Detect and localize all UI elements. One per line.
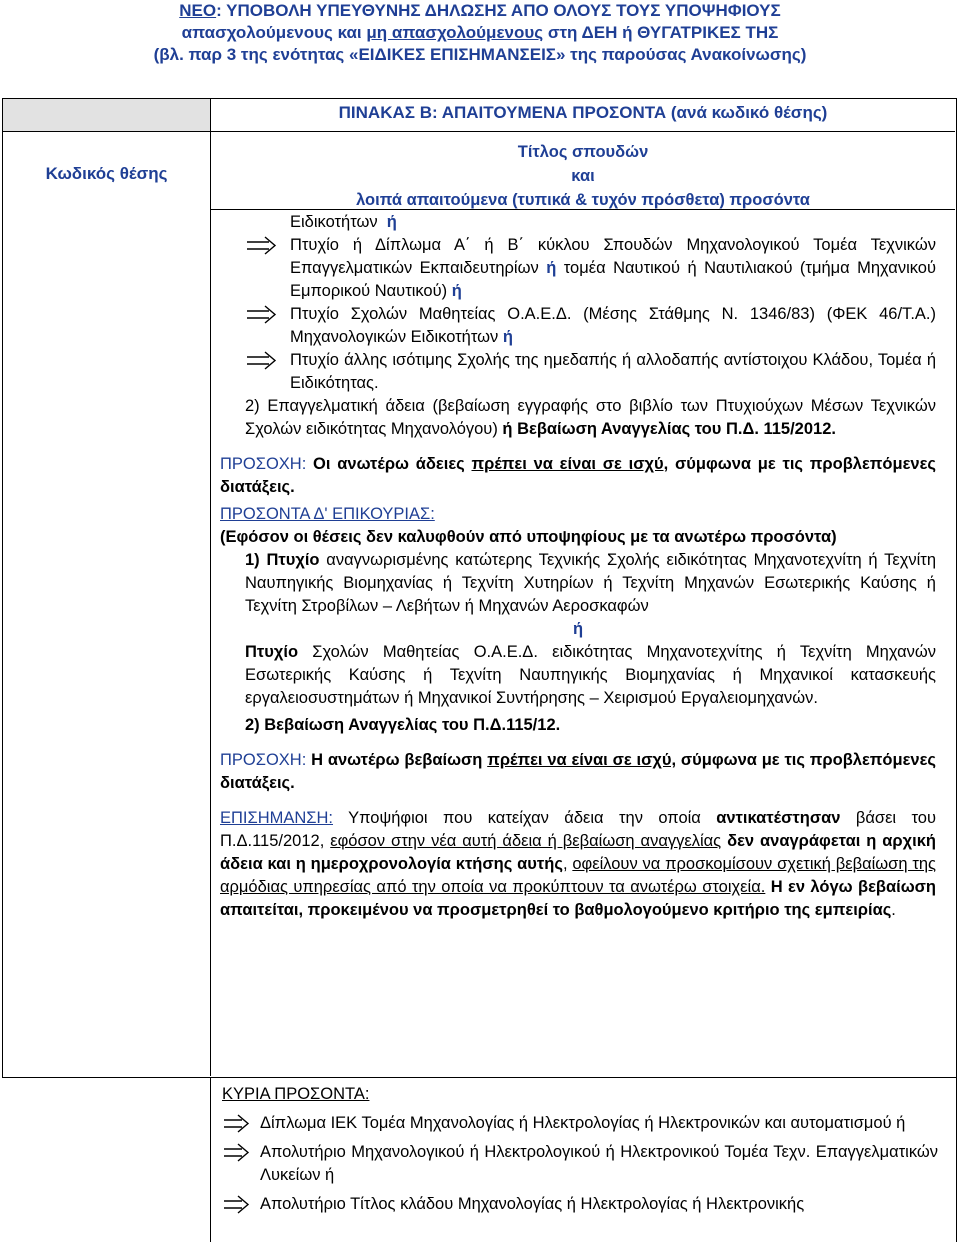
- note-text-g: ,: [562, 855, 573, 873]
- header-line-2b: μη απασχολούμενους: [366, 23, 544, 42]
- attention-text: Οι ανωτέρω άδειες: [306, 455, 472, 473]
- note-text-a: Υποψήφιοι που κατείχαν άδεια την οποία: [333, 809, 717, 827]
- note-text-d: ,: [319, 832, 331, 850]
- note-label: ΕΠΙΣΗΜΑΝΣΗ:: [220, 809, 333, 827]
- d-auxiliary-subtitle: (Εφόσον οι θέσεις δεν καλυφθούν από υποψηφίους με τα ανωτέρω προσόντα): [220, 528, 837, 546]
- main-qualifications: [222, 1083, 938, 1216]
- attention-1: [220, 453, 936, 499]
- d-item-1b: [220, 641, 936, 710]
- main-item-1: [222, 1112, 938, 1135]
- double-arrow-icon: [222, 1112, 252, 1135]
- d1-label: 1) Πτυχίο: [245, 551, 320, 569]
- or-text: ή: [451, 282, 462, 300]
- note-bold-h: Η εν λόγω βεβαίωση απαιτείται, προκειμένου να προσμετρηθεί το βαθμολογούμενο κριτήριο της εμπειρίας: [220, 878, 936, 919]
- or-text: ή: [546, 259, 557, 277]
- qualifications-header: [211, 140, 955, 212]
- or-text: ή: [502, 328, 513, 346]
- attention-text-end: σύμφωνα με τις προβλεπόμενες διατάξεις.: [220, 455, 936, 496]
- header-line-2a: απασχολούμενους και: [181, 23, 367, 42]
- attention-label: ΠΡΟΣΟΧΗ:: [220, 751, 307, 769]
- header-other-qualifications: λοιπά απαιτούμενα (τυπικά & τυχόν πρόσθετα) προσόντα: [356, 191, 810, 209]
- double-arrow-icon: [222, 1141, 252, 1164]
- note-underlined-2: οφείλουν να προσκομίσουν σχετική βεβαίωση της αρμόδιας υπηρεσίας από την οποία να προκύπτουν τα ανωτέρω στοιχεία.: [220, 855, 936, 896]
- main-item-3-text: Απολυτήριο Τίτλος κλάδου Μηχανολογίας ή Ηλεκτρολογίας ή Ηλεκτρονικής: [260, 1195, 805, 1213]
- note-text-c: βάσει του Π.Δ.115/2012: [220, 809, 936, 850]
- main-qualifications-title: ΚΥΡΙΑ ΠΡΟΣΟΝΤΑ:: [222, 1085, 370, 1103]
- or-text: ή: [386, 213, 397, 231]
- d1b-text: Σχολών Μαθητείας Ο.Α.Ε.Δ. ειδικότητας Μηχανοτεχνίτης ή Τεχνίτη Μηχανών Εσωτερικής Καύσης ή Τεχνίτη Ναυπηγικής Βιομηχανίας ή Μηχανικοί κατασκευής εργαλειοσυστημάτων ή Μηχανικοί Συντήρησης – Χειρισμού Εργαλειομηχανών.: [245, 643, 936, 707]
- main-item-2: [222, 1141, 938, 1187]
- double-arrow-icon: [245, 234, 279, 257]
- professional-license-para: [220, 395, 936, 441]
- d-auxiliary-title: ΠΡΟΣΟΝΤΑ Δ' ΕΠΙΚΟΥΡΙΑΣ:: [220, 505, 435, 523]
- license-text-bold: ή Βεβαίωση Αναγγελίας του Π.Δ. 115/2012.: [502, 420, 836, 438]
- header-and: και: [571, 167, 595, 185]
- attention-text: Η ανωτέρω βεβαίωση: [306, 751, 488, 769]
- double-arrow-icon: [245, 303, 279, 326]
- bullet1-mid: τομέα Ναυτικού ή Ναυτιλιακού (τμήμα Μηχανικού Εμπορικού Ναυτικού): [290, 259, 936, 300]
- specialties-text: Ειδικοτήτων: [290, 213, 378, 231]
- title-row-divider: [2, 131, 955, 132]
- attention-label: ΠΡΟΣΟΧΗ:: [220, 455, 307, 473]
- license-text: 2) Επαγγελματική άδεια (βεβαίωση εγγραφής στο βιβλίο των Πτυχιούχων Μέσων Τεχνικών Σχολών ειδικότητας Μηχανολόγου): [245, 397, 936, 438]
- header-line-1: : ΥΠΟΒΟΛΗ ΥΠΕΥΘΥΝΗΣ ΔΗΛΩΣΗΣ ΑΠΟ ΟΛΟΥΣ ΤΟΥΣ ΥΠΟΨΗΦΙΟΥΣ: [216, 1, 781, 20]
- column-divider: [210, 98, 211, 1076]
- bullet-oaed-degree: [220, 303, 936, 349]
- note-bold-f: δεν αναγράφεται η αρχική άδεια και η ημερoχρονολογία κτήσης αυτής: [220, 832, 936, 873]
- bullet2-text: Πτυχίο Σχολών Μαθητείας Ο.Α.Ε.Δ. (Μέσης Στάθμης Ν. 1346/83) (ΦΕΚ 46/Τ.Α.) Μηχανολογικών Ειδικοτήτων: [290, 305, 936, 346]
- d-item-2: 2) Βεβαίωση Αναγγελίας του Π.Δ.115/12.: [245, 716, 561, 734]
- bullet-equivalent-degree: [220, 349, 936, 395]
- position-code-header: Κωδικός θέσης: [45, 164, 168, 183]
- note-dot: .: [891, 901, 896, 919]
- double-arrow-icon: [222, 1193, 252, 1216]
- note-paragraph: [220, 807, 936, 922]
- bullet-degree-mechanical: [220, 234, 936, 303]
- header-title-studies: Τίτλος σπουδών: [517, 143, 649, 161]
- double-arrow-icon: [245, 349, 279, 372]
- note-underlined-1: εφόσον στην νέα αυτή άδεια ή βεβαίωση αναγγελίας: [330, 832, 722, 850]
- bullet3-text: Πτυχίο άλλης ισότιμης Σχολής της ημεδαπής ή αλλοδαπής αντίστοιχου Κλάδου, Τομέα ή Ειδικότητας.: [290, 351, 936, 392]
- header-line-2c: στη ΔΕΗ ή ΘΥΓΑΤΡΙΚΕΣ ΤΗΣ: [543, 23, 779, 42]
- main-item-3: [222, 1193, 938, 1216]
- d1-text: αναγνωρισμένης κατώτερης Τεχνικής Σχολής ειδικότητας Μηχανοτεχνίτη ή Τεχνίτη Ναυπηγικής Βιομηχανίας ή Τεχνίτη Χυτηρίων ή Τεχνίτη Μηχανών Εσωτερικής Καύσης ή Τεχνίτη Στροβίλων – Λεβήτων ή Μηχανών Αεροσκαφών: [245, 551, 936, 615]
- document-header: [0, 0, 960, 66]
- or-line: ή: [572, 620, 584, 638]
- note-text-b: αντικατέστησαν: [716, 809, 841, 827]
- attention-2: [220, 749, 936, 795]
- d-item-1: [220, 549, 936, 618]
- table-title: ΠΙΝΑΚΑΣ Β: ΑΠΑΙΤΟΥΜΕΝΑ ΠΡΟΣΟΝΤΑ (ανά κωδικό θέσης): [338, 103, 828, 122]
- main-item-2-text: Απολυτήριο Μηχανολογικού ή Ηλεκτρολογικού ή Ηλεκτρονικού Τομέα Τεχν. Επαγγελματικών Λυκείων ή: [260, 1143, 938, 1184]
- attention-underlined: πρέπει να είναι σε ισχύ,: [471, 455, 669, 473]
- attention-text-end: σύμφωνα με τις προβλεπόμενες διατάξεις.: [220, 751, 936, 792]
- specialties-line: [220, 211, 936, 234]
- new-label: ΝΕΟ: [179, 1, 217, 20]
- attention-underlined: πρέπει να είναι σε ισχύ,: [487, 751, 677, 769]
- header-line-3: (βλ. παρ 3 της ενότητας «ΕΙΔΙΚΕΣ ΕΠΙΣΗΜΑΝΣΕΙΣ» της παρούσας Ανακοίνωσης): [153, 45, 807, 64]
- qualifications-content: [220, 211, 936, 922]
- main-item-1-text: Δίπλωμα ΙΕΚ Τομέα Μηχανολογίας ή Ηλεκτρολογίας ή Ηλεκτρονικών και αυτοματισμού ή: [260, 1114, 906, 1132]
- bullet1-text: Πτυχίο ή Δίπλωμα Α΄ ή Β΄ κύκλου Σπουδών Μηχανολογικού Τομέα Τεχνικών Επαγγελματικών Εκπαιδευτηρίων: [290, 236, 936, 277]
- d1b-label: Πτυχίο: [245, 643, 299, 661]
